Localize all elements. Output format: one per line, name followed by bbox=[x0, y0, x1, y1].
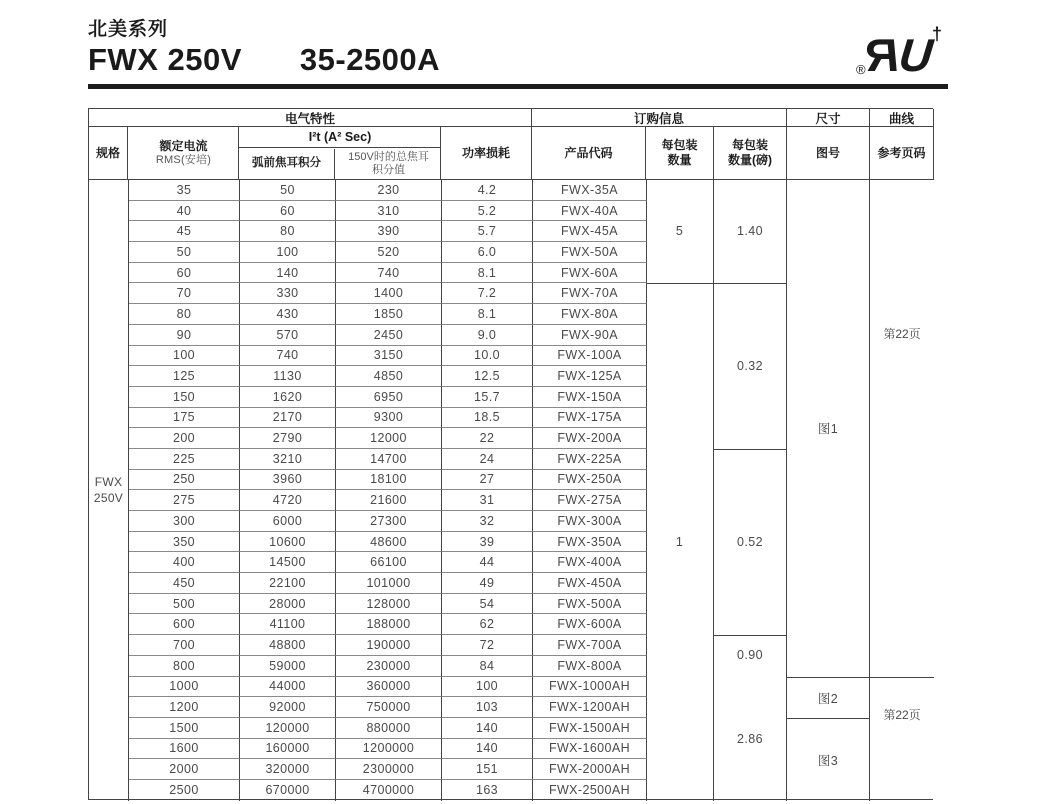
col-header-ref-page: 参考页码 bbox=[870, 127, 934, 179]
table-cell: 450 bbox=[129, 573, 240, 594]
table-cell: 570 bbox=[240, 325, 336, 346]
table-cell: 2000 bbox=[129, 759, 240, 780]
table-cell: 60 bbox=[129, 263, 240, 284]
table-cell: 120000 bbox=[240, 718, 336, 739]
fuse-spec-table bbox=[88, 108, 933, 800]
table-cell: 1130 bbox=[240, 366, 336, 387]
table-cell: FWX-35A bbox=[533, 180, 647, 201]
ref-page-column bbox=[870, 180, 934, 801]
table-cell: 92000 bbox=[240, 697, 336, 718]
product-title bbox=[88, 42, 440, 78]
table-cell: 1600 bbox=[129, 739, 240, 760]
table-cell: FWX-125A bbox=[533, 366, 647, 387]
table-cell: 3960 bbox=[240, 470, 336, 491]
table-cell: 4.2 bbox=[442, 180, 533, 201]
table-cell: 44000 bbox=[240, 677, 336, 698]
table-cell: 50 bbox=[240, 180, 336, 201]
table-cell: FWX-200A bbox=[533, 428, 647, 449]
col-header-i2t-group bbox=[239, 127, 441, 179]
table-cell: 9300 bbox=[336, 408, 442, 429]
col-header-i2t: I²t (A² Sec) bbox=[239, 127, 441, 148]
table-cell: FWX-450A bbox=[533, 573, 647, 594]
table-cell: 3150 bbox=[336, 346, 442, 367]
table-cell: 59000 bbox=[240, 656, 336, 677]
table-cell: 500 bbox=[129, 594, 240, 615]
table-cell: FWX-275A bbox=[533, 490, 647, 511]
pack-weight-cell: 1.40 bbox=[714, 180, 786, 284]
table-cell: 350 bbox=[129, 532, 240, 553]
table-cell: 1200 bbox=[129, 697, 240, 718]
table-cell: 360000 bbox=[336, 677, 442, 698]
col-header-power-loss: 功率损耗 bbox=[441, 127, 532, 179]
table-cell: 28000 bbox=[240, 594, 336, 615]
col-header-total-i2t: 150V时的总焦耳 积分值 bbox=[348, 151, 429, 176]
table-cell: 8.1 bbox=[442, 304, 533, 325]
table-cell: 125 bbox=[129, 366, 240, 387]
table-cell: 100 bbox=[442, 677, 533, 698]
ref-page-cell: 第22页 bbox=[883, 707, 921, 722]
table-cell: 45 bbox=[129, 221, 240, 242]
table-cell: 80 bbox=[129, 304, 240, 325]
table-cell: 600 bbox=[129, 614, 240, 635]
table-cell: FWX-700A bbox=[533, 635, 647, 656]
table-cell: 103 bbox=[442, 697, 533, 718]
table-cell: 188000 bbox=[336, 614, 442, 635]
table-cell: 41100 bbox=[240, 614, 336, 635]
table-cell: FWX-45A bbox=[533, 221, 647, 242]
table-cell: FWX-150A bbox=[533, 387, 647, 408]
table-cell: 10.0 bbox=[442, 346, 533, 367]
dagger-icon: † bbox=[932, 24, 943, 44]
series-title: 北美系列 bbox=[88, 19, 169, 40]
table-cell: 140 bbox=[442, 718, 533, 739]
table-cell: 101000 bbox=[336, 573, 442, 594]
table-cell: FWX-80A bbox=[533, 304, 647, 325]
table-cell: 40 bbox=[129, 201, 240, 222]
table-cell: 2500 bbox=[129, 780, 240, 801]
table-cell: FWX-1600AH bbox=[533, 739, 647, 760]
figure-column bbox=[787, 180, 870, 801]
table-cell: 230 bbox=[336, 180, 442, 201]
table-cell: 190000 bbox=[336, 635, 442, 656]
table-cell: 70 bbox=[129, 283, 240, 304]
table-cell: 2170 bbox=[240, 408, 336, 429]
figure-cell: 图2 bbox=[787, 678, 869, 720]
col-header-prearc: 弧前焦耳积分 bbox=[239, 149, 335, 179]
table-cell: FWX-1500AH bbox=[533, 718, 647, 739]
table-cell: FWX-60A bbox=[533, 263, 647, 284]
table-cell: 1400 bbox=[336, 283, 442, 304]
table-cell: 310 bbox=[336, 201, 442, 222]
table-cell: 740 bbox=[336, 263, 442, 284]
table-cell: 8.1 bbox=[442, 263, 533, 284]
table-cell: 22 bbox=[442, 428, 533, 449]
pack-weight-cell: 0.90 2.86 bbox=[737, 648, 763, 747]
table-cell: 520 bbox=[336, 242, 442, 263]
table-cell: 200 bbox=[129, 428, 240, 449]
table-cell: 21600 bbox=[336, 490, 442, 511]
table-cell: FWX-100A bbox=[533, 346, 647, 367]
table-cell: 14500 bbox=[240, 552, 336, 573]
table-cell: 44 bbox=[442, 552, 533, 573]
spec-value-cell: FWX 250V bbox=[93, 474, 124, 505]
table-cell: 250 bbox=[129, 470, 240, 491]
group-header-dimensions: 尺寸 bbox=[787, 109, 870, 126]
table-cell: 5.7 bbox=[442, 221, 533, 242]
group-header-ordering: 订购信息 bbox=[532, 109, 787, 126]
table-cell: 4720 bbox=[240, 490, 336, 511]
table-cell: FWX-70A bbox=[533, 283, 647, 304]
figure-cell: 图3 bbox=[817, 754, 839, 769]
table-cell: 66100 bbox=[336, 552, 442, 573]
table-cell: 50 bbox=[129, 242, 240, 263]
table-cell: 18.5 bbox=[442, 408, 533, 429]
table-cell: 140 bbox=[240, 263, 336, 284]
pack-weight-column bbox=[714, 180, 787, 801]
table-cell: 163 bbox=[442, 780, 533, 801]
table-cell: 80 bbox=[240, 221, 336, 242]
table-cell: FWX-300A bbox=[533, 511, 647, 532]
table-cell: 3210 bbox=[240, 449, 336, 470]
table-cell: 225 bbox=[129, 449, 240, 470]
table-cell: 49 bbox=[442, 573, 533, 594]
table-cell: FWX-600A bbox=[533, 614, 647, 635]
table-cell: 390 bbox=[336, 221, 442, 242]
table-cell: FWX-500A bbox=[533, 594, 647, 615]
table-cell: FWX-2000AH bbox=[533, 759, 647, 780]
table-cell: 54 bbox=[442, 594, 533, 615]
pack-weight-cell: 0.52 bbox=[714, 450, 786, 637]
table-cell: FWX-400A bbox=[533, 552, 647, 573]
table-cell: 27 bbox=[442, 470, 533, 491]
col-header-rated-current: 额定电流 RMS(安培) bbox=[155, 138, 212, 166]
table-cell: 60 bbox=[240, 201, 336, 222]
title-underline bbox=[88, 84, 948, 89]
table-cell: 27300 bbox=[336, 511, 442, 532]
table-cell: 300 bbox=[129, 511, 240, 532]
table-cell: 39 bbox=[442, 532, 533, 553]
table-cell: FWX-90A bbox=[533, 325, 647, 346]
table-cell: 1620 bbox=[240, 387, 336, 408]
table-cell: 275 bbox=[129, 490, 240, 511]
table-cell: 14700 bbox=[336, 449, 442, 470]
table-cell: FWX-175A bbox=[533, 408, 647, 429]
pack-qty-cell: 5 bbox=[646, 180, 713, 284]
table-cell: 31 bbox=[442, 490, 533, 511]
table-cell: 2300000 bbox=[336, 759, 442, 780]
col-header-pack-qty: 每包装 数量 bbox=[646, 127, 714, 179]
table-cell: 6000 bbox=[240, 511, 336, 532]
table-cell: FWX-225A bbox=[533, 449, 647, 470]
table-cell: 72 bbox=[442, 635, 533, 656]
ref-page-cell: 第22页 bbox=[870, 180, 934, 678]
table-cell: 62 bbox=[442, 614, 533, 635]
group-header-electrical: 电气特性 bbox=[89, 109, 532, 126]
table-cell: 9.0 bbox=[442, 325, 533, 346]
pack-qty-cell: 1 bbox=[675, 535, 684, 550]
table-cell: 7.2 bbox=[442, 283, 533, 304]
table-cell: 48600 bbox=[336, 532, 442, 553]
pack-qty-column bbox=[646, 180, 714, 801]
col-header-spec: 规格 额定电流 RMS(安培) bbox=[89, 127, 239, 179]
table-data-rows bbox=[128, 180, 646, 801]
table-cell: 800 bbox=[129, 656, 240, 677]
table-cell: 1850 bbox=[336, 304, 442, 325]
table-cell: 330 bbox=[240, 283, 336, 304]
ul-mark-glyphs: RU bbox=[867, 29, 932, 81]
table-cell: FWX-2500AH bbox=[533, 780, 647, 801]
table-cell: 740 bbox=[240, 346, 336, 367]
table-cell: 160000 bbox=[240, 739, 336, 760]
registered-trademark-icon: ® bbox=[856, 62, 866, 77]
table-cell: 24 bbox=[442, 449, 533, 470]
figure-cell: 图1 bbox=[787, 180, 869, 678]
table-cell: 400 bbox=[129, 552, 240, 573]
table-cell: 4850 bbox=[336, 366, 442, 387]
table-cell: 32 bbox=[442, 511, 533, 532]
ul-recognized-logo-icon bbox=[856, 26, 948, 82]
pack-weight-cell: 0.32 bbox=[714, 284, 786, 450]
table-cell: 140 bbox=[442, 739, 533, 760]
table-cell: FWX-250A bbox=[533, 470, 647, 491]
table-cell: 1500 bbox=[129, 718, 240, 739]
table-cell: 1200000 bbox=[336, 739, 442, 760]
table-cell: 128000 bbox=[336, 594, 442, 615]
table-cell: 4700000 bbox=[336, 780, 442, 801]
table-cell: 175 bbox=[129, 408, 240, 429]
table-cell: 12000 bbox=[336, 428, 442, 449]
table-cell: 320000 bbox=[240, 759, 336, 780]
table-cell: 5.2 bbox=[442, 201, 533, 222]
table-cell: 90 bbox=[129, 325, 240, 346]
product-amp-range: 35-2500A bbox=[299, 42, 441, 77]
table-cell: 18100 bbox=[336, 470, 442, 491]
table-cell: 22100 bbox=[240, 573, 336, 594]
table-cell: FWX-40A bbox=[533, 201, 647, 222]
table-cell: 230000 bbox=[336, 656, 442, 677]
table-cell: 48800 bbox=[240, 635, 336, 656]
table-cell: FWX-1200AH bbox=[533, 697, 647, 718]
table-cell: 6950 bbox=[336, 387, 442, 408]
table-cell: 15.7 bbox=[442, 387, 533, 408]
table-cell: 100 bbox=[240, 242, 336, 263]
col-header-figure: 图号 bbox=[787, 127, 870, 179]
table-cell: 12.5 bbox=[442, 366, 533, 387]
table-cell: 35 bbox=[129, 180, 240, 201]
table-cell: FWX-350A bbox=[533, 532, 647, 553]
table-cell: 100 bbox=[129, 346, 240, 367]
table-cell: 151 bbox=[442, 759, 533, 780]
product-model: FWX 250V bbox=[88, 42, 242, 77]
col-header-pack-weight: 每包装 数量(磅) bbox=[714, 127, 787, 179]
table-cell: FWX-1000AH bbox=[533, 677, 647, 698]
table-cell: 430 bbox=[240, 304, 336, 325]
table-cell: 880000 bbox=[336, 718, 442, 739]
table-cell: 670000 bbox=[240, 780, 336, 801]
table-cell: FWX-800A bbox=[533, 656, 647, 677]
table-cell: 750000 bbox=[336, 697, 442, 718]
col-header-catalog: 产品代码 bbox=[532, 127, 646, 179]
table-cell: 6.0 bbox=[442, 242, 533, 263]
table-cell: 2790 bbox=[240, 428, 336, 449]
table-cell: 10600 bbox=[240, 532, 336, 553]
table-cell: 84 bbox=[442, 656, 533, 677]
table-cell: 1000 bbox=[129, 677, 240, 698]
table-cell: FWX-50A bbox=[533, 242, 647, 263]
group-header-curves: 曲线 bbox=[870, 109, 934, 126]
table-cell: 150 bbox=[129, 387, 240, 408]
table-cell: 2450 bbox=[336, 325, 442, 346]
table-group-header-row bbox=[89, 109, 933, 126]
table-cell: 700 bbox=[129, 635, 240, 656]
